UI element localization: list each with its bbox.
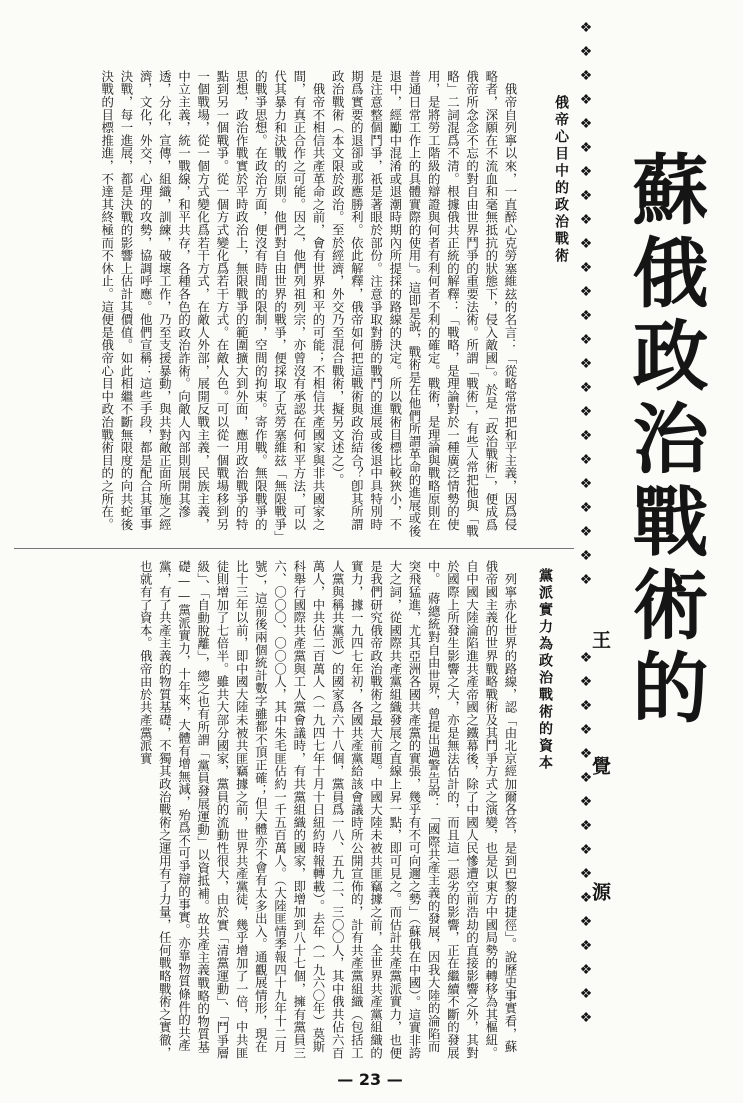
ornament-border-top: [577, 20, 595, 620]
page-number: — 23 —: [337, 1070, 403, 1089]
author-name: 王 覺 源: [589, 630, 611, 945]
section-heading-party-strength: 黨派實力為政治戰術的資本: [537, 568, 553, 772]
section-heading-political-tactics: 俄帝心目中的政治戰術: [553, 95, 569, 265]
section2-paragraph: 俄帝不相信共產革命之前，會有世界和平的可能；不相信共產國家與非共國家之間，有真正合作之可能。因之，他們列祖列宗，亦曾沒有承認在何和平方法，可以代其暴力和決戰的原則。他們對自由世界的戰爭，便採取了克勞塞維玆「無限戰爭」的戰爭思想。在政治方面，便沒有時間的限制，空間的拘束。寄作戰。無限戰爭的思想，政治作戰實於平時政治上，無限戰爭的範圍擴大到外面，應用政治戰爭的特點到另一個戰爭。從一個方式變化爲若干方式。在敵人色。可以從一個戰場移到另一個戰場，從一個方式變化爲若干方式，在敵人外部，展開反戰主義，民族主義，中立主義，統一戰線，和平共存，各種各色的政治詐術。向敵人內部則展開其滲透，分化，宣傳，組織，訓練，破壞工作，乃至支援暴動，與共對敵正面所施之經濟，文化，外交，心理的攻勢，協調呼應。他們宣稱：這些手段，都是配合其軍事決戰，每一進展，都是決戰的影響上估計其價值。如此相繼不斷無限度的向共蛇後決戰的目標推進，不達其終極而不休止。這便是俄帝心目中政治戰術目的之所在。: [99, 70, 326, 538]
section2-body: [20, 70, 520, 542]
section1-paragraph: 列寧赤化世界的路線，認「由北京經加爾各答，是到巴黎的捷徑」。說歷史事實看，蘇俄帝國主義的世界戰略戰術及其鬥爭方式之演變，也是以東方中國局勢的轉移為其樞紐。自中國大陸淪陷進共產帝國之鐵幕後，除了中國人民慘遭空前浩劫的直接影響之外，其對於國際上所發生影響之大，亦是無法估計的，而且這一惡劣的影響，正在繼續不斷的發展中。 蔣總統對自由世界，曾提出過警告說：「國際共產主義的發展，因我大陸的淪陷而突飛猛進，尤其亞洲各國共產黨的實張，幾乎有不可向邇之勢」（蘇俄在中國）。這實非誇大之詞，從國際共產黨組織發展之直線上昇一點，即可見之。而估計共產黨派實力，也便是我們研究俄帝政治戰術之最大前題。中國大陸未被共匪竊據之前，全世界共產黨組織的實力，據一九四七年初，各國共產黨給該會議時所公開宣佈的，計有共產黨組織（包括工人黨與稱共黨派）的國家爲六十八個，黨員爲一八、五九二、三〇〇人，其中俄共佔六百萬人，中共佔二百萬人（一九四七年十月十日紐約時報轉載）。去年（一九六〇年）莫斯科舉行國際共產黨與工人黨會議時，有共黨組織的國家，即增加到八十七個，擁有黨員三六、〇〇〇、〇〇〇人，其中朱毛匪佔約一千五百萬人。（大陸匪情季報四十九年十二月號），這前後兩個統計數字雖都不頂正確；但大體亦不會有太多出入。通觀展情形，現在比十三年以前，即中國大陸未被共匪竊據之前，世界共產黨徒，幾乎增加了一倍，中共匪徒則增加了七倍半。雖共大部分國家，黨員的流動性很大，由於實「清黨運動」、「鬥爭層級」、「自動脫離」，總之也有所謂「黨員發展運動」以資抵補。故共產主義戰略的物質基礎——黨派實力，十年來，大體有增無減，殆爲不可爭辯的事實。亦靠物質條件的共產黨，有了共產主義的物質基礎，不獨其政治戰術之運用有了力量，任何戰略戰術之實徹，也就有了資本。俄帝由於共產黨派實: [138, 560, 518, 1060]
ornament-glyph-column: ❖❖❖❖❖❖❖❖❖❖❖❖❖❖❖❖❖❖❖❖❖❖❖❖: [578, 20, 594, 596]
section-divider: [14, 548, 574, 549]
section2-paragraph: 俄帝自列寧以來，一直醉心克勞塞維玆的名言：「從略常常把和平主義，因爲侵略者，深願在不流血和毫無抵抗的狀態下，侵入敵國」。於是「政治戰術」，便成爲俄帝所念念不忘的對自由世界鬥爭的重要法術。所謂「戰術」，有些人常把他與「戰略」二詞混爲不清。根據俄共正統的解釋：「戰略，是理論對於一種廣泛情勢的使用，是將勞工階級的辯證與何者有利何者不利的確定。戰術，是理論與戰略原則在普通日常工作上的具體實際的使用」。這即是說，戰術是在他們所謂革命的進展或後退中，經勵中混淆或退潮時期內所提採的路線的決定。所以戰術目標比較狹小，不是注意整個鬥爭，祇是著眼於部份。注意爭取對勝的戰鬥的進展或後退中具特別時期爲實要的退卻或那應勝利。依此解釋，俄帝如何把這戰術與政治結合？卽其所謂政治戰術（本文限於政治。至於經濟，外交乃至混合戰術，擬另文述之）。: [330, 70, 518, 538]
article-title: 蘇俄政治戰術的: [620, 150, 709, 731]
ornament-glyph-column: ❖❖❖❖❖❖❖❖❖❖❖❖❖❖❖❖: [578, 650, 594, 1034]
section1-body: [20, 560, 520, 1060]
